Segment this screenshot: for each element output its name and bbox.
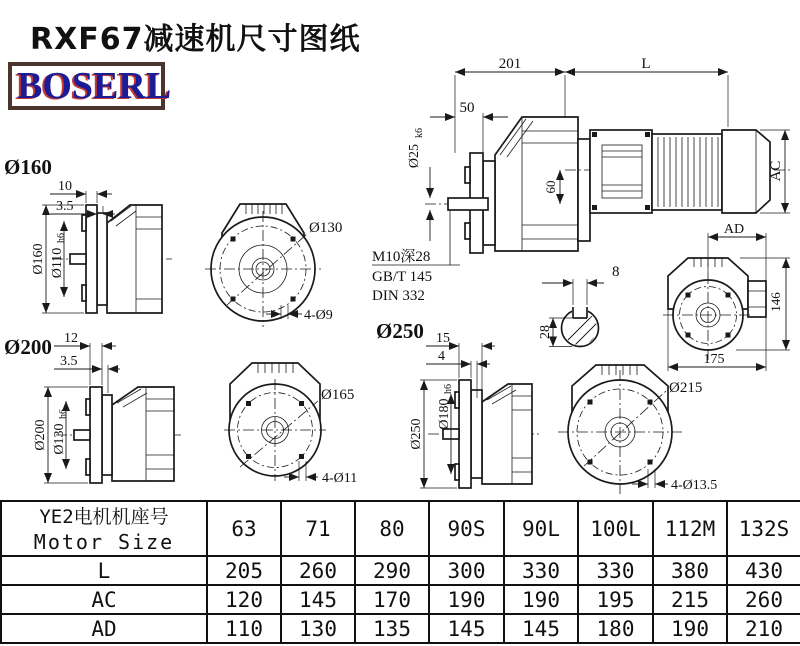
dim-holes-4x13-5: 4-Ø13.5	[671, 478, 718, 493]
table-cell: 190	[429, 585, 504, 614]
fan-cowl	[722, 130, 770, 213]
dim-outer-200: Ø200	[33, 419, 48, 451]
table-cell: 145	[504, 614, 578, 643]
dim-holes-4x11: 4-Ø11	[322, 471, 358, 486]
table-row-L	[1, 556, 800, 585]
motor-size-table	[0, 500, 800, 644]
front-view-130	[205, 204, 342, 327]
dim-inner-130: Ø130	[52, 423, 67, 455]
table-cell: 190	[653, 614, 727, 643]
dim-3-5: 3.5	[56, 199, 74, 214]
table-cell: 205	[207, 556, 281, 585]
gear-housing	[495, 117, 578, 251]
dim-holes-4x9: 4-Ø9	[304, 308, 333, 323]
dim-inner-180-tol: h6	[443, 384, 454, 394]
dim-50: 50	[459, 100, 475, 116]
column-header: 71	[281, 501, 355, 556]
dim-shaft-tol: k6	[414, 128, 425, 138]
section-label-250: Ø250	[376, 319, 424, 343]
output-shaft	[448, 198, 488, 210]
dim-12: 12	[64, 331, 78, 346]
table-cell: 210	[727, 614, 800, 643]
header-en: Motor Size	[33, 529, 175, 554]
row-label: L	[1, 556, 207, 585]
dim-outer-250: Ø250	[409, 418, 424, 450]
front-view-AD	[663, 222, 790, 371]
dim-key-width-8: 8	[612, 264, 620, 280]
dim-L: L	[641, 56, 651, 72]
table-cell: 145	[281, 585, 355, 614]
table-cell: 260	[281, 556, 355, 585]
column-header: 132S	[727, 501, 800, 556]
side-view-250	[376, 319, 540, 488]
thread-notes	[372, 207, 460, 304]
side-view-200	[4, 331, 184, 483]
front-view-165	[224, 363, 357, 486]
dim-dia-165: Ø165	[321, 387, 355, 403]
section-label-200: Ø200	[4, 335, 52, 359]
table-cell: 260	[727, 585, 800, 614]
dim-shaft-25: Ø25	[407, 143, 422, 169]
dim-60: 60	[543, 180, 558, 194]
dim-AD: AD	[723, 222, 745, 237]
dim-175: 175	[703, 352, 725, 367]
dim-key-28: 28	[538, 325, 553, 339]
table-cell: 430	[727, 556, 800, 585]
column-header: 90S	[429, 501, 504, 556]
row-label: AD	[1, 614, 207, 643]
motor-stator	[590, 130, 652, 213]
note-gbt145: GB/T 145	[372, 269, 433, 285]
table-cell: 190	[504, 585, 578, 614]
table-cell: 135	[355, 614, 429, 643]
table-header-motor-size	[1, 501, 207, 556]
table-cell: 215	[653, 585, 727, 614]
section-label-160: Ø160	[4, 155, 52, 179]
dim-inner-110: Ø110	[50, 247, 65, 279]
table-cell: 195	[578, 585, 653, 614]
motor-fins	[652, 134, 722, 210]
table-cell: 130	[281, 614, 355, 643]
column-header: 112M	[653, 501, 727, 556]
dim-outer-160: Ø160	[31, 243, 46, 275]
output-shaft	[74, 430, 90, 440]
output-shaft	[70, 254, 86, 264]
table-cell: 330	[578, 556, 653, 585]
dim-dia-130: Ø130	[309, 220, 343, 236]
table-cell: 120	[207, 585, 281, 614]
table-header-row	[1, 501, 800, 556]
dim-inner-110-tol: h6	[56, 233, 67, 243]
logo-text: BOSERL	[17, 65, 172, 107]
dim-146: 146	[768, 292, 783, 312]
table-row-AC	[1, 585, 800, 614]
terminal-box	[748, 281, 766, 317]
dim-10: 10	[58, 179, 72, 194]
table-cell: 290	[355, 556, 429, 585]
table-cell: 380	[653, 556, 727, 585]
dim-dia-215: Ø215	[669, 380, 703, 396]
row-label: AC	[1, 585, 207, 614]
dim-201: 201	[498, 56, 522, 72]
table-cell: 110	[207, 614, 281, 643]
column-header: 80	[355, 501, 429, 556]
dim-AC: AC	[768, 160, 784, 182]
column-header: 100L	[578, 501, 653, 556]
side-view-160	[4, 155, 172, 313]
column-header: 63	[207, 501, 281, 556]
note-m10: M10深28	[372, 249, 431, 265]
dim-4: 4	[438, 349, 445, 364]
dim-3-5: 3.5	[60, 354, 78, 369]
table-row-AD	[1, 614, 800, 643]
dim-inner-180: Ø180	[437, 398, 452, 430]
note-din332: DIN 332	[372, 288, 425, 304]
dimension-table	[0, 500, 800, 644]
table-cell: 330	[504, 556, 578, 585]
table-cell: 170	[355, 585, 429, 614]
front-view-215	[558, 365, 717, 494]
table-cell: 145	[429, 614, 504, 643]
technical-drawing	[0, 55, 800, 505]
page-title: RXF67减速机尺寸图纸	[30, 22, 361, 57]
column-header: 90L	[504, 501, 578, 556]
dim-15: 15	[436, 331, 450, 346]
table-cell: 300	[429, 556, 504, 585]
dim-inner-130-tol: h6	[58, 409, 69, 419]
header-cn: YE2电机机座号	[39, 505, 169, 528]
table-cell: 180	[578, 614, 653, 643]
